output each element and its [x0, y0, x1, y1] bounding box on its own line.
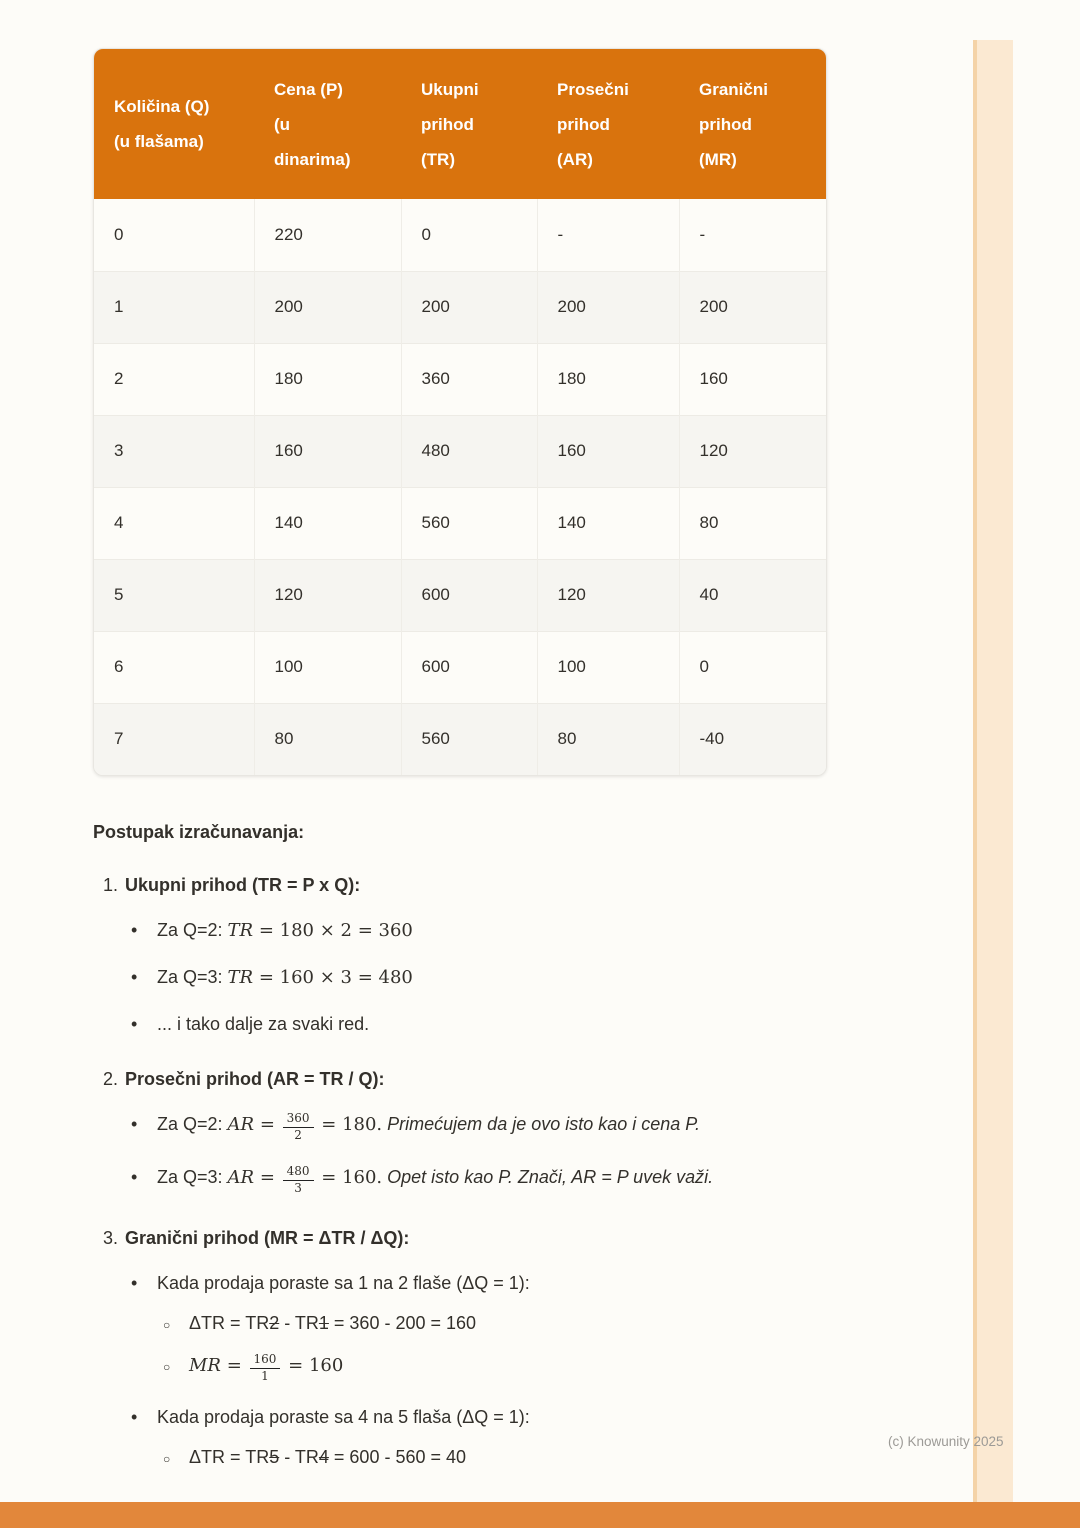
table-cell: -40	[679, 703, 827, 775]
circle-bullet-icon: ○	[163, 1452, 171, 1467]
table-body	[94, 199, 827, 775]
header-line: Količina (Q)	[114, 97, 210, 116]
list-item	[93, 965, 827, 990]
table-cell: 100	[254, 631, 401, 703]
table-row	[94, 703, 827, 775]
fraction: $\frac{160}{1}$	[250, 1353, 281, 1384]
header-line: (u flašama)	[114, 132, 204, 151]
bullet-icon: •	[131, 1114, 138, 1134]
main-content	[93, 48, 827, 1472]
text-segment: = 180.	[315, 1114, 383, 1135]
table-cell: 3	[94, 415, 254, 487]
list-item	[93, 1271, 827, 1296]
page-edge-stripe	[973, 40, 1013, 1528]
list-item-text	[157, 918, 827, 943]
table-cell: 360	[401, 343, 537, 415]
section-number: 1.	[103, 875, 119, 895]
text-segment: =	[220, 1354, 248, 1376]
text-segment: Za Q=3:	[157, 1166, 228, 1187]
section-title: Prosečni prihod (AR = TR / Q):	[125, 1069, 385, 1089]
text-segment: 4	[318, 1447, 329, 1468]
table-header-cell	[537, 49, 679, 199]
table-cell: 600	[401, 631, 537, 703]
table-cell: 0	[679, 631, 827, 703]
list-item-text	[189, 1445, 827, 1472]
text-segment: =	[254, 1166, 281, 1188]
numbered-section	[93, 1069, 827, 1196]
bullet-icon: •	[131, 1272, 138, 1293]
text-segment: ΔTR = TR	[189, 1312, 270, 1333]
credit-text: (c) Knowunity 2025	[888, 1434, 1004, 1449]
section-item-heading	[93, 875, 827, 896]
list-item	[93, 1445, 827, 1472]
header-line: Cena (P)	[274, 79, 343, 99]
table-cell: 180	[254, 343, 401, 415]
bullet-icon: •	[131, 1166, 138, 1187]
table-cell: 140	[537, 487, 679, 559]
table-cell: 7	[94, 703, 254, 775]
numbered-section	[93, 1228, 827, 1473]
text-segment: - TR	[279, 1447, 319, 1468]
circle-bullet-icon: ○	[163, 1317, 171, 1332]
table-cell: 200	[679, 271, 827, 343]
table-header-cell	[401, 49, 537, 199]
text-segment: = 160	[282, 1354, 344, 1376]
table-header-cell	[94, 49, 254, 199]
table-cell: 600	[401, 559, 537, 631]
list-item	[93, 1112, 827, 1143]
table-row	[94, 271, 827, 343]
table-cell: 200	[254, 271, 401, 343]
list-item-text	[157, 965, 827, 990]
header-line: prihod	[421, 114, 474, 134]
table-header-row	[94, 49, 827, 199]
revenue-table	[94, 49, 827, 775]
header-line: dinarima)	[274, 149, 351, 169]
bottom-accent-bar	[0, 1502, 1080, 1528]
section-number: 3.	[103, 1227, 119, 1248]
text-segment: = 180 × 2 = 360	[253, 920, 413, 941]
section-title: Ukupni prihod (TR = P x Q):	[125, 875, 361, 895]
sections	[93, 875, 827, 1472]
text-segment: Kada prodaja poraste sa 4 na 5 flaša (ΔQ = 1):	[157, 1407, 530, 1428]
table-row	[94, 415, 827, 487]
text-segment: = 160.	[315, 1166, 383, 1188]
table-row	[94, 199, 827, 271]
table-cell: 120	[537, 559, 679, 631]
list-item-text	[157, 1405, 827, 1430]
table-cell: 80	[537, 703, 679, 775]
text-segment: Za Q=2:	[157, 1114, 228, 1134]
text-segment: ΔTR = TR	[189, 1447, 270, 1468]
header-line: prihod	[699, 114, 752, 134]
text-segment: = 600 - 560 = 40	[328, 1447, 467, 1468]
list-item	[93, 918, 827, 943]
bullet-icon: •	[131, 967, 138, 987]
bullet-icon: •	[131, 1014, 138, 1034]
table-cell: 160	[679, 343, 827, 415]
list-item-text	[157, 1012, 827, 1037]
text-segment: = 360 - 200 = 160	[328, 1312, 477, 1333]
table-cell: 140	[254, 487, 401, 559]
text-segment: Kada prodaja poraste sa 1 na 2 flaše (ΔQ = 1):	[157, 1272, 530, 1293]
list-item	[93, 1012, 827, 1037]
circle-bullet-icon: ○	[163, 1359, 171, 1374]
text-segment: Za Q=2:	[157, 920, 228, 940]
text-segment: AR	[227, 1166, 255, 1188]
text-segment: TR	[227, 920, 254, 941]
header-line: Prosečni	[557, 79, 629, 99]
text-segment: ... i tako dalje za svaki red.	[157, 1014, 370, 1034]
table-cell: -	[679, 199, 827, 271]
section-number: 2.	[103, 1069, 119, 1089]
table-cell: 160	[254, 415, 401, 487]
text-segment: MR	[189, 1354, 221, 1376]
table-cell: 120	[679, 415, 827, 487]
numbered-section	[93, 875, 827, 1037]
table-cell: 2	[94, 343, 254, 415]
header-line: (AR)	[557, 149, 593, 169]
table-cell: 100	[537, 631, 679, 703]
table-cell: 220	[254, 199, 401, 271]
table-row	[94, 631, 827, 703]
header-line: (u	[274, 114, 291, 134]
text-segment: 1	[318, 1312, 329, 1333]
text-segment: = 160 × 3 = 480	[253, 967, 413, 988]
list-item	[93, 1405, 827, 1430]
table-cell: 0	[114, 224, 124, 244]
text-segment: Za Q=3:	[157, 967, 228, 987]
header-line: (TR)	[421, 149, 455, 169]
table-cell: 5	[94, 559, 254, 631]
table-cell: 200	[401, 271, 537, 343]
table-header-cell	[254, 49, 401, 199]
list-item	[93, 1353, 827, 1384]
table-cell: 40	[679, 559, 827, 631]
section-item-heading	[93, 1228, 827, 1249]
fraction: $\frac{480}{3}$	[283, 1165, 314, 1196]
bullet-icon: •	[131, 1407, 138, 1428]
text-segment: - TR	[279, 1312, 319, 1333]
table-cell: 4	[94, 487, 254, 559]
text-segment: Primećujem da je ovo isto kao i cena P.	[382, 1114, 700, 1134]
table-cell: 80	[254, 703, 401, 775]
section-item-heading	[93, 1069, 827, 1090]
section-title: Granični prihod (MR = ΔTR / ΔQ):	[125, 1227, 410, 1248]
text-segment: TR	[227, 967, 254, 988]
table-cell: 160	[537, 415, 679, 487]
list-item-text	[157, 1165, 827, 1196]
revenue-table-wrapper	[93, 48, 827, 776]
table-cell: 560	[401, 703, 537, 775]
table-cell: 0	[401, 199, 537, 271]
text-segment: AR	[227, 1114, 255, 1135]
table-header-cell	[679, 49, 827, 199]
list-item-text	[157, 1271, 827, 1296]
section-heading: Postupak izračunavanja:	[93, 822, 305, 842]
header-line: Ukupni	[421, 79, 479, 99]
table-row	[94, 559, 827, 631]
list-item	[93, 1311, 827, 1338]
table-cell: 120	[254, 559, 401, 631]
table-cell: -	[537, 199, 679, 271]
header-line: Granični	[699, 79, 768, 99]
list-item-text	[157, 1112, 827, 1143]
list-item	[93, 1165, 827, 1196]
table-cell: 6	[94, 631, 254, 703]
text-segment: =	[254, 1114, 281, 1135]
list-item-text	[189, 1353, 827, 1384]
list-item-text	[189, 1311, 827, 1338]
bullet-icon: •	[131, 920, 138, 940]
table-row	[94, 343, 827, 415]
table-cell: 80	[679, 487, 827, 559]
table-row	[94, 487, 827, 559]
header-line: prihod	[557, 114, 610, 134]
table-cell: 1	[94, 271, 254, 343]
text-segment: 5	[269, 1447, 280, 1468]
table-cell: 180	[537, 343, 679, 415]
text-segment: 2	[269, 1312, 280, 1333]
table-cell: 560	[401, 487, 537, 559]
table-cell: 480	[401, 415, 537, 487]
header-line: (MR)	[699, 149, 737, 169]
text-segment: Opet isto kao P. Znači, AR = P uvek važi.	[382, 1166, 714, 1187]
table-cell: 200	[537, 271, 679, 343]
fraction: $\frac{360}{2}$	[283, 1112, 314, 1143]
